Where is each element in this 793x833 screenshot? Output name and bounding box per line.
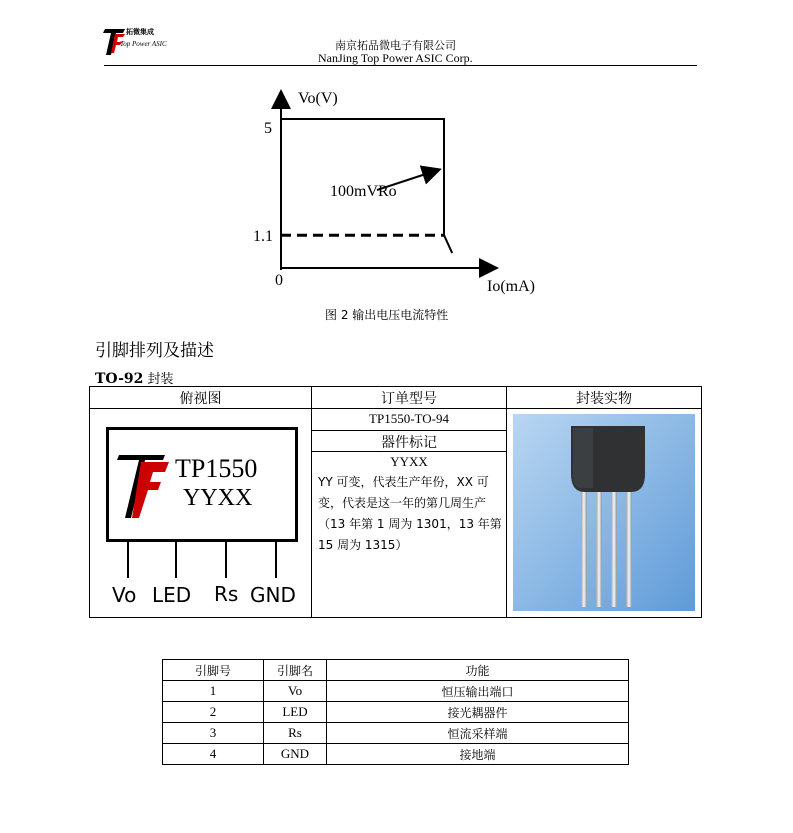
- package-title: [95, 368, 174, 387]
- pin-leg-1: [127, 542, 129, 578]
- chip-logo-icon: [117, 452, 173, 520]
- package-table: [89, 386, 702, 618]
- pin-label-led: LED: [152, 583, 192, 607]
- marking-value: YYXX: [390, 454, 428, 469]
- y-tick-5: 5: [264, 120, 272, 137]
- x-axis-label: Io(mA): [487, 278, 535, 295]
- pin-name: LED: [264, 702, 327, 723]
- section-title: 引脚排列及描述: [95, 341, 214, 361]
- pin-leg-2: [175, 542, 177, 578]
- package-title-code: TO-92: [95, 371, 144, 387]
- pin-label-gnd: GND: [250, 583, 296, 607]
- company-name-cn: 南京拓品微电子有限公司: [335, 39, 456, 52]
- table-row: [163, 744, 629, 765]
- table-row: [163, 681, 629, 702]
- logo-cn-text: 拓微集成: [126, 28, 154, 36]
- pin-no: 4: [163, 744, 264, 765]
- header-pin-no: 引脚号: [163, 660, 264, 681]
- pin-no: 1: [163, 681, 264, 702]
- header-pin-name: 引脚名: [264, 660, 327, 681]
- chip-name: TP1550: [175, 454, 258, 483]
- chip-code: YYXX: [183, 485, 253, 511]
- pin-function: 恒流采样端: [327, 723, 629, 744]
- pin-function: 接地端: [327, 744, 629, 765]
- table-row: [163, 702, 629, 723]
- origin-label: 0: [275, 272, 283, 289]
- pin-name: Rs: [264, 723, 327, 744]
- figure-caption: 图 2 输出电压电流特性: [325, 308, 449, 322]
- package-photo: [513, 414, 695, 611]
- pin-no: 3: [163, 723, 264, 744]
- y-axis-label: Vo(V): [298, 90, 338, 107]
- header-function: 功能: [327, 660, 629, 681]
- logo-en-text: Top Power ASIC: [120, 40, 167, 48]
- chip-top-view: [106, 427, 298, 542]
- pin-leg-4: [275, 542, 277, 578]
- pin-function-table: [162, 659, 629, 765]
- y-tick-1-1: 1.1: [253, 228, 273, 245]
- pin-function: 接光耦器件: [327, 702, 629, 723]
- table-header-row: [163, 660, 629, 681]
- pin-label-vo: Vo: [112, 583, 137, 607]
- col-order-no: 订单型号: [381, 391, 437, 407]
- marking-header: 器件标记: [381, 435, 437, 451]
- table-row: [163, 723, 629, 744]
- package-title-cn: 封装: [143, 372, 174, 387]
- vi-characteristic-chart: [240, 85, 560, 300]
- pin-leg-3: [225, 542, 227, 578]
- col-top-view: 俯视图: [179, 391, 222, 407]
- pin-name: GND: [264, 744, 327, 765]
- pin-name: Vo: [264, 681, 327, 702]
- pin-label-rs: Rs: [214, 582, 239, 606]
- pin-function: 恒压输出端口: [327, 681, 629, 702]
- marking-description: YY 可变，代表生产年份，XX 可变，代表是这一年的第几周生产（13 年第 1 周为 1301，13 年第 15 周为 1315）: [318, 475, 502, 552]
- company-logo: [103, 25, 183, 57]
- order-no-value: TP1550-TO-94: [369, 411, 449, 426]
- col-photo: 封装实物: [576, 391, 632, 407]
- pin-no: 2: [163, 702, 264, 723]
- annotation-label: 100mVRo: [330, 183, 397, 200]
- company-name-en: NanJing Top Power ASIC Corp.: [318, 51, 473, 65]
- header-rule: [104, 65, 697, 66]
